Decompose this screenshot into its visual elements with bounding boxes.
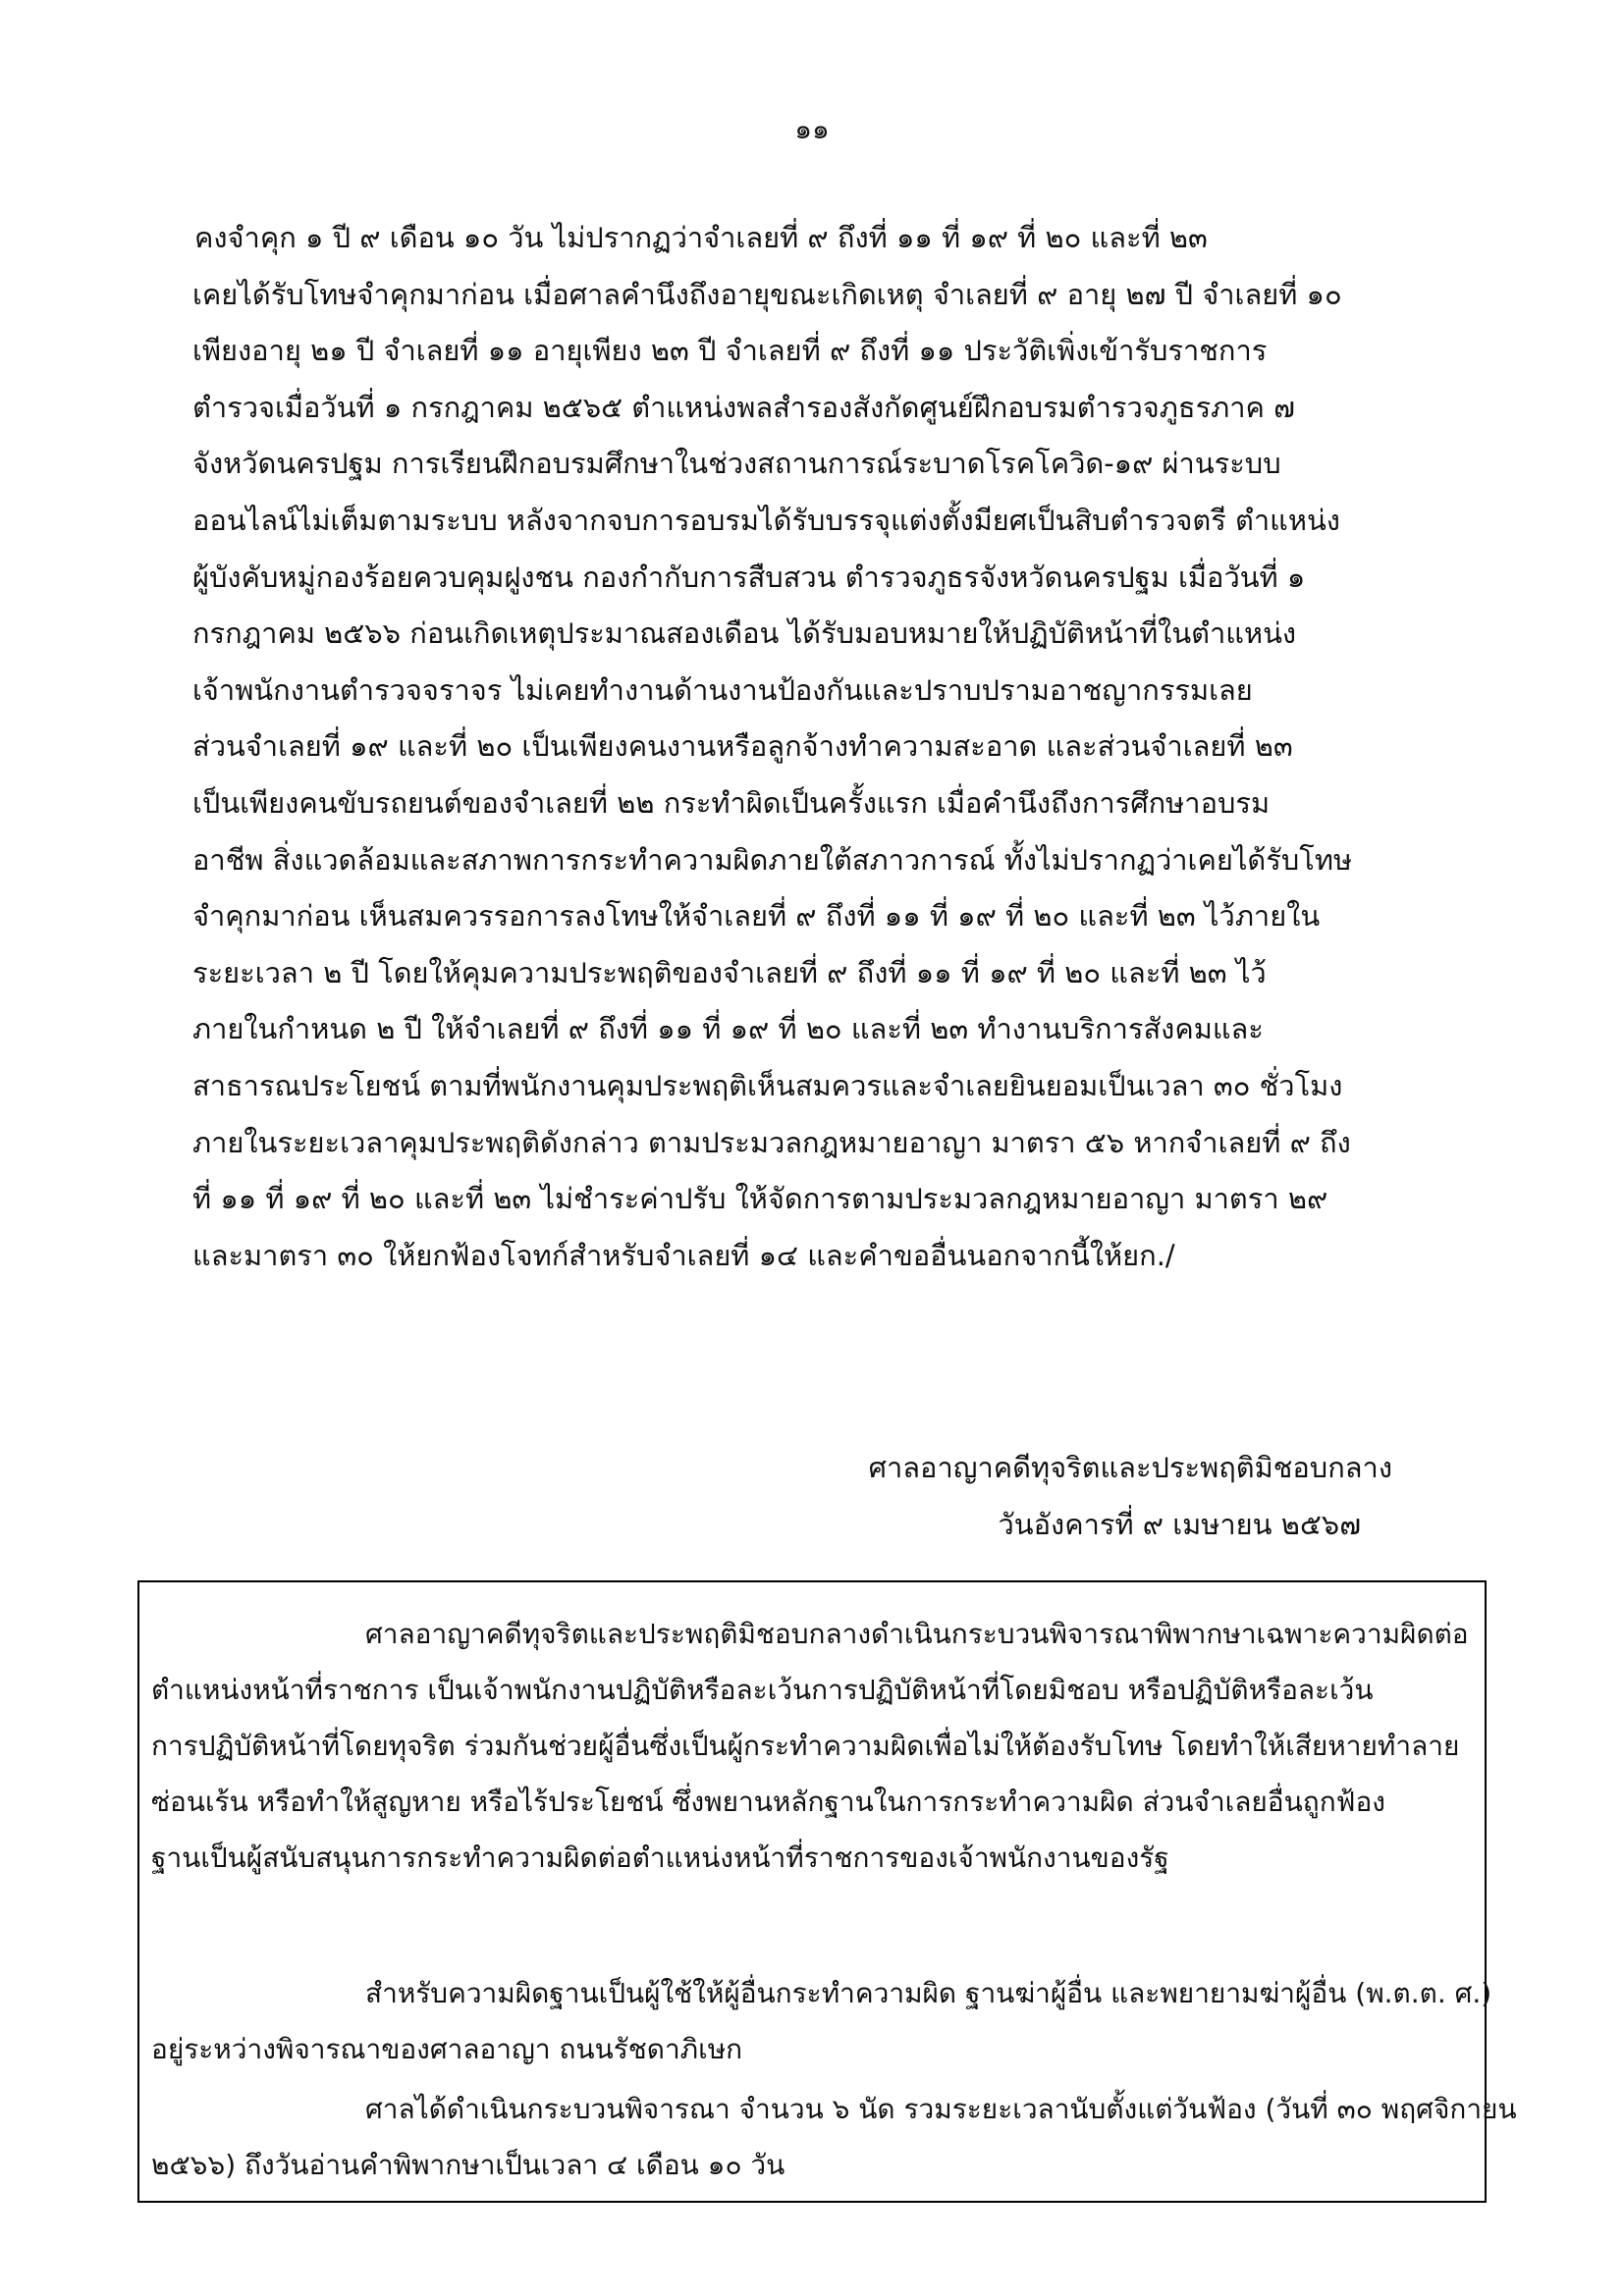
summary-line: ฐานเป็นผู้สนับสนุนการกระทำความผิดต่อตำแหน่งหน้าที่ราชการของเจ้าพนักงานของรัฐ [151, 1842, 1169, 1874]
body-line: และมาตรา ๓๐ ให้ยกฟ้องโจทก์สำหรับจำเลยที่ ๑๔ และคำขออื่นนอกจากนี้ให้ยก./ [192, 1238, 1175, 1272]
body-line: เพียงอายุ ๒๑ ปี จำเลยที่ ๑๑ อายุเพียง ๒๓ ปี จำเลยที่ ๙ ถึงที่ ๑๑ ประวัติเพิ่งเข้ารับราชการ [192, 334, 1268, 368]
body-line: ระยะเวลา ๒ ปี โดยให้คุมความประพฤติของจำเลยที่ ๙ ถึงที่ ๑๑ ที่ ๑๙ ที่ ๒๐ และที่ ๒๓ ไว้ [192, 955, 1267, 989]
body-line: ออนไลน์ไม่เต็มตามระบบ หลังจากจบการอบรมได้รับบรรจุแต่งตั้งมียศเป็นสิบตำรวจตรี ตำแหน่ง [192, 503, 1340, 537]
summary-line: ซ่อนเร้น หรือทำให้สูญหาย หรือไร้ประโยชน์ ซึ่งพยานหลักฐานในการกระทำความผิด ส่วนจำเลยอื่นถูกฟ้อง [151, 1786, 1385, 1818]
court-name: ศาลอาญาคดีทุจริตและประพฤติมิชอบกลาง [868, 1451, 1392, 1484]
body-line: จำคุกมาก่อน เห็นสมควรรอการลงโทษให้จำเลยที่ ๙ ถึงที่ ๑๑ ที่ ๑๙ ที่ ๒๐ และที่ ๒๓ ไว้ภายใน [192, 899, 1321, 934]
judgment-body [192, 210, 1432, 1284]
body-line: จังหวัดนครปฐม การเรียนฝึกอบรมศึกษาในช่วงสถานการณ์ระบาดโรคโควิด-๑๙ ผ่านระบบ [192, 447, 1281, 481]
summary-line: อยู่ระหว่างพิจารณาของศาลอาญา ถนนรัชดาภิเษก [151, 2033, 743, 2065]
body-line: ภายในกำหนด ๒ ปี ให้จำเลยที่ ๙ ถึงที่ ๑๑ ที่ ๑๙ ที่ ๒๐ และที่ ๒๓ ทำงานบริการสังคมและ [192, 1012, 1264, 1046]
summary-line: ศาลอาญาคดีทุจริตและประพฤติมิชอบกลางดำเนินกระบวนพิจารณาพิพากษาเฉพาะความผิดต่อ [365, 1618, 1469, 1650]
summary-line: ศาลได้ดำเนินกระบวนพิจารณา จำนวน ๖ นัด รวมระยะเวลานับตั้งแต่วันฟ้อง (วันที่ ๓๐ พฤศจิกายน [365, 2093, 1517, 2125]
summary-line: ตำแหน่งหน้าที่ราชการ เป็นเจ้าพนักงานปฏิบัติหรือละเว้นการปฏิบัติหน้าที่โดยมิชอบ หรือปฏิบัติหรือละเว้น [151, 1674, 1374, 1706]
summary-paragraph-1 [151, 1606, 1479, 1886]
body-line: เคยได้รับโทษจำคุกมาก่อน เมื่อศาลคำนึงถึงอายุขณะเกิดเหตุ จำเลยที่ ๙ อายุ ๒๗ ปี จำเลยที่ ๑๐ [192, 277, 1342, 311]
summary-line: สำหรับความผิดฐานเป็นผู้ใช้ให้ผู้อื่นกระทำความผิด ฐานฆ่าผู้อื่น และพยายามฆ่าผู้อื่น (พ.ต.ต. ศ.) [365, 1977, 1492, 2009]
summary-line: ๒๕๖๖) ถึงวันอ่านคำพิพากษาเป็นเวลา ๔ เดือน ๑๐ วัน [151, 2149, 785, 2181]
summary-paragraph-3 [151, 2081, 1517, 2193]
body-line: ที่ ๑๑ ที่ ๑๙ ที่ ๒๐ และที่ ๒๓ ไม่ชำระค่าปรับ ให้จัดการตามประมวลกฎหมายอาญา มาตรา ๒๙ [192, 1182, 1328, 1216]
summary-paragraph-2 [151, 1965, 1492, 2077]
judgment-date: วันอังคารที่ ๙ เมษายน ๒๕๖๗ [998, 1508, 1361, 1541]
body-line: กรกฎาคม ๒๕๖๖ ก่อนเกิดเหตุประมาณสองเดือน ได้รับมอบหมายให้ปฏิบัติหน้าที่ในตำแหน่ง [192, 616, 1297, 651]
summary-line: การปฏิบัติหน้าที่โดยทุจริต ร่วมกันช่วยผู้อื่นซึ่งเป็นผู้กระทำความผิดเพื่อไม่ให้ต้องรับโทษ โดยทำให้เสียหายทำลาย [151, 1730, 1460, 1762]
page-number: ๑๑ [794, 113, 830, 145]
body-line: สาธารณประโยชน์ ตามที่พนักงานคุมประพฤติเห็นสมควรและจำเลยยินยอมเป็นเวลา ๓๐ ชั่วโมง [192, 1068, 1343, 1102]
body-line: ผู้บังคับหมู่กองร้อยควบคุมฝูงชน กองกำกับการสืบสวน ตำรวจภูธรจังหวัดนครปฐม เมื่อวันที่ ๑ [192, 560, 1306, 594]
body-line: ภายในระยะเวลาคุมประพฤติดังกล่าว ตามประมวลกฎหมายอาญา มาตรา ๕๖ หากจำเลยที่ ๙ ถึง [192, 1125, 1351, 1159]
body-line: ตำรวจเมื่อวันที่ ๑ กรกฎาคม ๒๕๖๕ ตำแหน่งพลสำรองสังกัดศูนย์ฝึกอบรมตำรวจภูธรภาค ๗ [192, 390, 1295, 424]
body-line: อาชีพ สิ่งแวดล้อมและสภาพการกระทำความผิดภายใต้สภาวการณ์ ทั้งไม่ปรากฏว่าเคยได้รับโทษ [192, 842, 1353, 877]
summary-box [137, 1580, 1517, 2203]
body-line: เป็นเพียงคนขับรถยนต์ของจำเลยที่ ๒๒ กระทำผิดเป็นครั้งแรก เมื่อคำนึงถึงการศึกษาอบรม [192, 785, 1271, 820]
body-line: ส่วนจำเลยที่ ๑๙ และที่ ๒๐ เป็นเพียงคนงานหรือลูกจ้างทำความสะอาด และส่วนจำเลยที่ ๒๓ [192, 729, 1293, 764]
body-line: เจ้าพนักงานตำรวจจราจร ไม่เคยทำงานด้านงานป้องกันและปราบปรามอาชญากรรมเลย [192, 672, 1253, 707]
body-line: คงจำคุก ๑ ปี ๙ เดือน ๑๐ วัน ไม่ปรากฏว่าจำเลยที่ ๙ ถึงที่ ๑๑ ที่ ๑๙ ที่ ๒๐ และที่ ๒๓ [194, 221, 1208, 254]
